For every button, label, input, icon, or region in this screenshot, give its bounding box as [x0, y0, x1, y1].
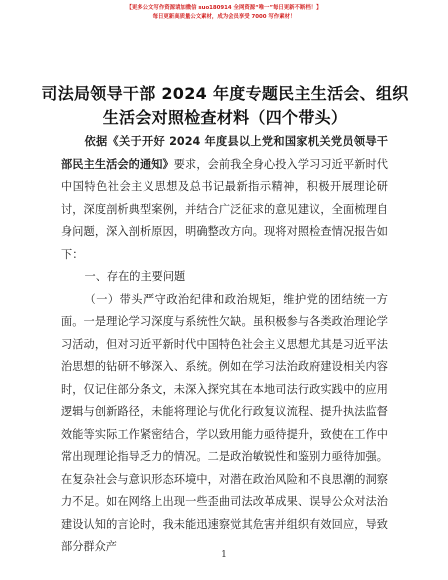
section-heading: 一、存在的主要问题 [84, 270, 186, 283]
page-number: 1 [221, 550, 227, 560]
intro-lead: 依据《关于开好 2024 年度县以上党和国家机关党员领导干部民主生活会的通知》 [61, 135, 388, 171]
intro-paragraph [61, 131, 388, 266]
promo-banner-line-1: 【更多公文写作资源请加微信 suo180914 全网资源“唯一”每日更新不断档！】 [126, 5, 322, 11]
document-body [61, 131, 388, 559]
promo-banner-line-2: 每日更新高质量公文素材，成为会员享受 7000 写作素材！ [152, 14, 296, 20]
intro-rest: 要求，会前我全身心投入学习习近平新时代中国特色社会主义思想及总书记最新指示精神，积极开展理论研讨，深度剖析典型案例，并结合广泛征求的意见建议，全面梳理自身问题，深入剖析原因，明确整改方向。现将对照检查情况报告如下： [61, 157, 388, 261]
subsection-paragraph: （一）带头严守政治纪律和政治规矩，维护党的团结统一方面。一是理论学习深度与系统性欠缺。虽积极参与各类政治理论学习活动，但对习近平新时代中国特色社会主义思想尤其是习近平法治思想的钻研不够深入、系统。例如在学习法治政府建设相关内容时，仅记住部分条文，未深入探究其在本地司法行政实践中的应用逻辑与创新路径，未能将理论与优化行政复议流程、提升执法监督效能等实际工作紧密结合，学以致用能力亟待提升，致使在工作中常出现理论指导乏力的情况。二是政治敏锐性和鉴别力亟待加强。在复杂社会与意识形态环境中，对潜在政治风险和不良思潮的洞察力不足。如在网络上出现一些歪曲司法改革成果、误导公众对法治建设认知的言论时，我未能迅速察觉其危害并组织有效回应，导致部分群众产 [61, 292, 388, 553]
document-title: 司法局领导干部 2024 年度专题民主生活会、组织生活会对照检查材料（四个带头） [41, 84, 409, 127]
